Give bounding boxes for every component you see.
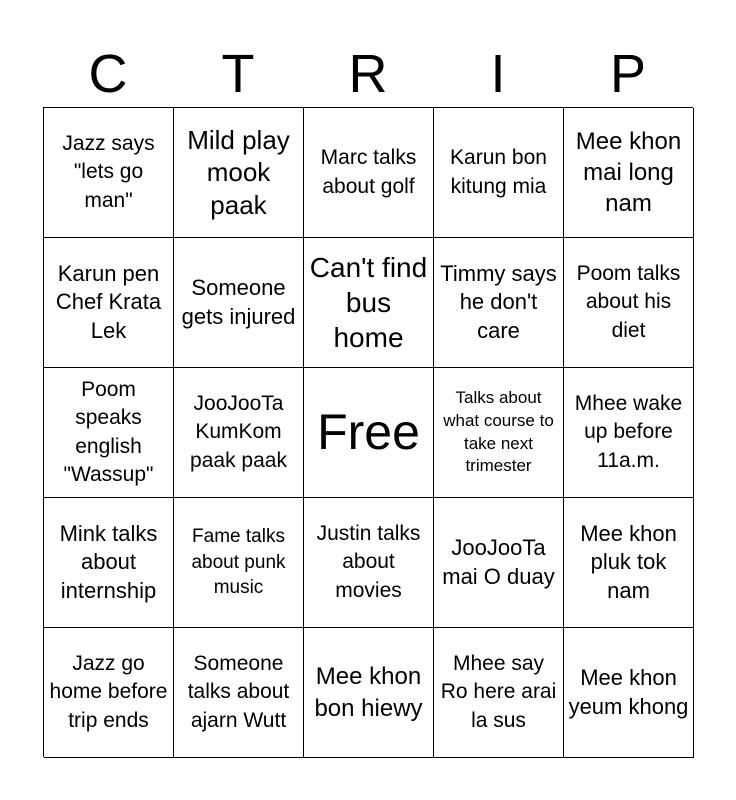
bingo-cell-r5-c5[interactable] xyxy=(564,628,694,758)
cell-text: Marc talks about golf xyxy=(320,146,417,198)
cell-text: Can't find bus home xyxy=(309,252,428,353)
cell-text: Mee khon pluk tok nam xyxy=(580,520,677,603)
cell-text: Mee khon yeum khong xyxy=(568,664,689,719)
bingo-cell-r5-c4[interactable] xyxy=(434,628,564,758)
bingo-cell-r2-c4[interactable] xyxy=(434,238,564,368)
bingo-cell-r1-c5[interactable] xyxy=(564,108,694,238)
bingo-cell-r4-c4[interactable] xyxy=(434,498,564,628)
header-letter-i: I xyxy=(490,44,506,104)
bingo-cell-r3-c2[interactable] xyxy=(174,368,304,498)
bingo-cell-r1-c2[interactable] xyxy=(174,108,304,238)
cell-text: Fame talks about punk music xyxy=(191,526,286,599)
bingo-cell-r3-c1[interactable] xyxy=(44,368,174,498)
bingo-cell-r4-c2[interactable] xyxy=(174,498,304,628)
bingo-cell-r4-c3[interactable] xyxy=(304,498,434,628)
bingo-cell-r3-c4[interactable] xyxy=(434,368,564,498)
cell-text: Mhee say Ro here arai la sus xyxy=(440,651,557,732)
bingo-cell-r1-c4[interactable] xyxy=(434,108,564,238)
bingo-header xyxy=(43,44,693,104)
bingo-cell-r1-c1[interactable] xyxy=(44,108,174,238)
bingo-cell-r5-c2[interactable] xyxy=(174,628,304,758)
bingo-cell-r1-c3[interactable] xyxy=(304,108,434,238)
cell-text: Mee khon bon hiewy xyxy=(314,663,423,722)
bingo-cell-r5-c3[interactable] xyxy=(304,628,434,758)
cell-text: JooJooTa mai O duay xyxy=(442,534,555,589)
cell-text: Mild play mook paak xyxy=(187,124,290,220)
cell-text: Someone gets injured xyxy=(181,274,296,329)
cell-text: Timmy says he don't care xyxy=(440,260,557,343)
bingo-cell-r2-c3[interactable] xyxy=(304,238,434,368)
header-letter-p: P xyxy=(609,44,647,104)
bingo-cell-free[interactable] xyxy=(304,368,434,498)
header-letter-r: R xyxy=(348,44,388,104)
bingo-board xyxy=(43,107,693,757)
free-space-text: Free xyxy=(317,404,420,460)
cell-text: Karun bon kitung mia xyxy=(450,146,547,198)
bingo-cell-r5-c1[interactable] xyxy=(44,628,174,758)
header-letter-c: C xyxy=(88,44,128,104)
cell-text: JooJooTa KumKom paak paak xyxy=(190,391,287,472)
cell-text: Karun pen Chef Krata Lek xyxy=(55,260,162,343)
bingo-cell-r3-c5[interactable] xyxy=(564,368,694,498)
cell-text: Poom speaks english "Wassup" xyxy=(63,377,154,486)
cell-text: Poom talks about his diet xyxy=(576,261,681,342)
cell-text: Mee khon mai long nam xyxy=(575,127,682,218)
cell-text: Jazz go home before trip ends xyxy=(49,651,168,732)
cell-text: Justin talks about movies xyxy=(316,521,421,602)
bingo-cell-r2-c1[interactable] xyxy=(44,238,174,368)
cell-text: Mhee wake up before 11a.m. xyxy=(574,391,683,472)
bingo-cell-r4-c5[interactable] xyxy=(564,498,694,628)
bingo-cell-r4-c1[interactable] xyxy=(44,498,174,628)
bingo-cell-r2-c5[interactable] xyxy=(564,238,694,368)
cell-text: Jazz says "lets go man" xyxy=(62,131,155,212)
cell-text: Someone talks about ajarn Wutt xyxy=(187,651,290,732)
cell-text: Mink talks about internship xyxy=(59,520,158,603)
cell-text: Talks about what course to take next trimester xyxy=(443,387,554,476)
header-letter-t: T xyxy=(221,44,255,104)
bingo-cell-r2-c2[interactable] xyxy=(174,238,304,368)
